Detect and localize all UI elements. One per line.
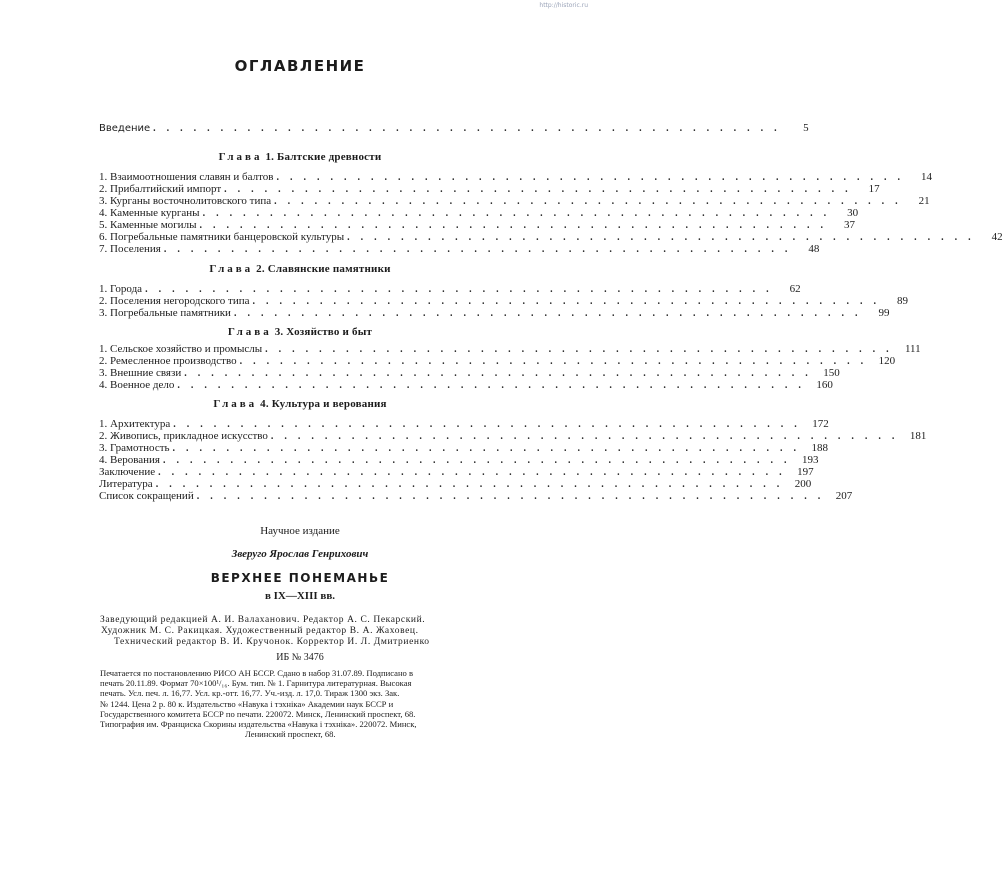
credit-line: Заведующий редакцией А. И. Валаханович. Редактор А. С. Пекарский. [100, 615, 426, 625]
page-title: ОГЛАВЛЕНИЕ [234, 57, 366, 75]
toc-entry-abbreviations: Список сокращений ............................................... 207 [99, 490, 853, 502]
toc-entry: 4. Военное дело ............................................... 160 [99, 379, 833, 391]
toc-entry: 4. Каменные курганы ............................................... 30 [99, 207, 859, 219]
toc-entry: 5. Каменные могилы ............................................... 37 [99, 219, 855, 231]
toc-entry: 2. Прибалтийский импорт ............................................... 17 [99, 183, 880, 195]
toc-entry-literature: Литература ............................................... 200 [99, 478, 812, 490]
ib-number: ИБ № 3476 [276, 652, 324, 663]
toc-entry: 3. Погребальные памятники ............................................... 99 [99, 307, 890, 319]
edition-type: Научное издание [260, 525, 340, 537]
toc-entry: 3. Внешние связи ............................................... 150 [99, 367, 840, 379]
publication-line: Типография им. Франциска Скорины издательства «Навука і тэхніка». 220072. Минск, [100, 719, 417, 730]
chapter-heading-1: Глава 1. Балтские древности [218, 151, 382, 163]
book-title: ВЕРХНЕЕ ПОНЕМАНЬЕ [210, 571, 390, 585]
credit-line: Художник М. С. Ракицкая. Художественный редактор В. А. Жаховец. [101, 626, 419, 636]
publication-line: печать. Усл. печ. л. 16,77. Усл. кр.-отт. 16,77. Уч.-изд. л. 17,0. Тираж 1300 экз. Зак. [100, 688, 400, 699]
chapter-heading-4: Глава 4. Культура и верования [213, 398, 387, 410]
publication-line: Печатается по постановлению РИСО АН БССР. Сдано в набор 31.07.89. Подписано в [100, 668, 414, 678]
publication-info [100, 668, 500, 739]
book-author: Зверуго Ярослав Генрихович [231, 548, 369, 560]
toc-entry: 6. Погребальные памятники банцеровской культуры ............................................... 42 [99, 231, 1003, 243]
publication-line: Государственного комитета БССР по печати. 220072. Минск, Ленинский проспект, 68. [100, 708, 416, 719]
chapter-heading-2: Глава 2. Славянские памятники [209, 263, 391, 275]
toc-entry: 1. Архитектура ............................................... 172 [99, 418, 829, 430]
publication-line: № 1244. Цена 2 р. 80 к. Издательство «Навука і тэхніка» Академии наук БССР и [100, 698, 394, 709]
toc-entry: 7. Поселения ............................................... 48 [99, 243, 820, 255]
toc-entry: 2. Ремесленное производство ............................................... 120 [99, 355, 896, 367]
book-subtitle: в IX—XIII вв. [264, 590, 336, 602]
toc-entry: 3. Грамотность ............................................... 188 [99, 442, 829, 454]
toc-entry-conclusion: Заключение ............................................... 197 [99, 466, 814, 478]
publication-line: Ленинский проспект, 68. [245, 729, 336, 740]
chapter-heading-3: Глава 3. Хозяйство и быт [227, 326, 373, 338]
toc-entry-page: 5 [803, 122, 809, 134]
watermark-url: http://historic.ru [539, 2, 588, 9]
toc-entry: 4. Верования ............................................... 193 [99, 454, 819, 466]
toc-entry: 2. Живопись, прикладное искусство ............................................... 181 [99, 430, 927, 442]
credit-line: Технический редактор В. И. Кручонок. Корректор И. Л. Дмитриенко [114, 637, 430, 647]
toc-entry: 1. Города ............................................... 62 [99, 283, 801, 295]
toc-entry-intro [99, 122, 809, 135]
publication-line: печать 20.11.89. Формат 70×100¹/₁₆. Бум. тип. № 1. Гарнитура литературная. Высокая [100, 678, 412, 689]
editorial-credits [100, 615, 500, 648]
toc-entry: 1. Сельское хозяйство и промыслы ............................................... 111 [99, 343, 921, 355]
toc-entry: 1. Взаимоотношения славян и балтов ............................................... 14 [99, 171, 932, 183]
toc-entry: 2. Поселения негородского типа ............................................... 89 [99, 295, 908, 307]
toc-entry-label: Введение [99, 123, 151, 134]
toc-entry: 3. Курганы восточнолитовского типа ............................................... 21 [99, 195, 930, 207]
dot-leader: ............................................... [153, 123, 788, 134]
